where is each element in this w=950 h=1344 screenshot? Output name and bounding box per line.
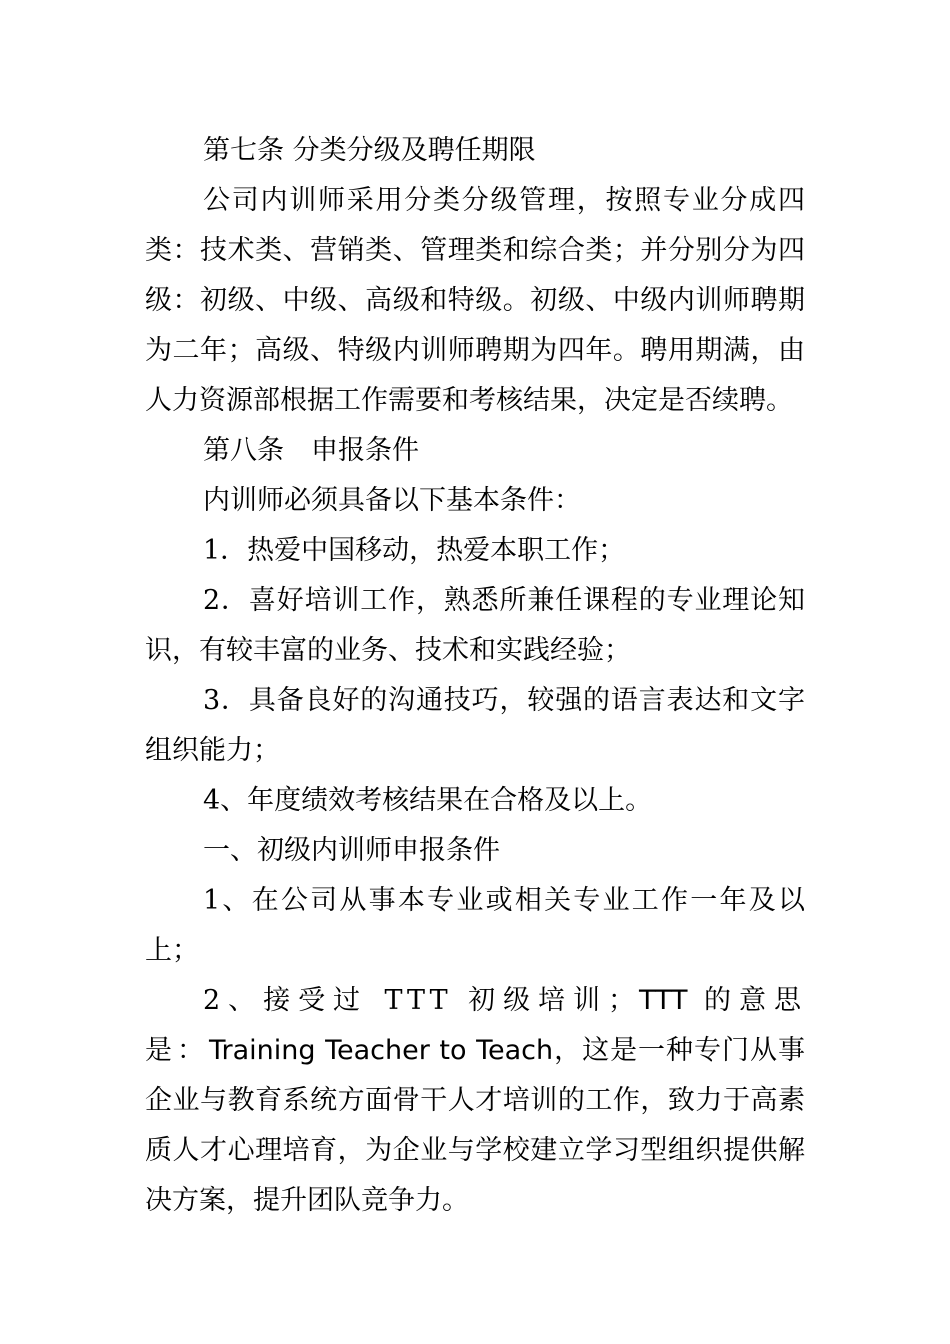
basic-condition-1: 1．热爱中国移动，热爱本职工作； [203,535,626,566]
junior-condition-2-lead: 2、接受过 TTT 初级培训； [203,985,639,1016]
article-7-heading: 第七条 分类分级及聘任期限 [203,135,536,166]
ttt-english-expansion: Training Teacher to Teach [208,1035,554,1066]
junior-trainer-heading: 一、初级内训师申报条件 [203,835,500,866]
article-8-heading: 第八条 申报条件 [203,435,419,466]
basic-conditions-intro: 内训师必须具备以下基本条件： [203,485,581,516]
basic-condition-3: 3．具备良好的沟通技巧，较强的语言表达和文字组织能力； [145,685,805,766]
basic-condition-2: 2．喜好培训工作，熟悉所兼任课程的专业理论知识，有较丰富的业务、技术和实践经验； [145,585,805,666]
basic-condition-4: 4、年度绩效考核结果在合格及以上。 [203,785,653,816]
document-body [145,126,805,1226]
junior-condition-2 [145,976,805,1226]
ttt-meaning-label: 的意思是： [145,985,805,1066]
ttt-term: TTT [638,985,688,1016]
article-7-body: 公司内训师采用分类分级管理，按照专业分成四类：技术类、营销类、管理类和综合类；并分别分为四级：初级、中级、高级和特级。初级、中级内训师聘期为二年；高级、特级内训师聘期为四年。聘用期满，由人力资源部根据工作需要和考核结果，决定是否续聘。 [145,185,805,416]
ttt-description: ，这是一种专门从事企业与教育系统方面骨干人才培训的工作，致力于高素质人才心理培育，为企业与学校建立学习型组织提供解决方案，提升团队竞争力。 [145,1035,806,1216]
junior-condition-1: 1、在公司从事本专业或相关专业工作一年及以上； [145,885,805,966]
